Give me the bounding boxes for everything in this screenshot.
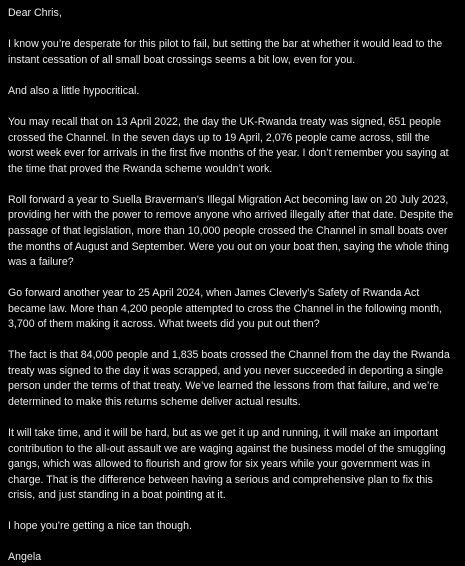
letter-paragraph: I know you’re desperate for this pilot to fail, but setting the bar at whether it would lead to the instant cessation of all small boat crossings seems a bit low, even for you. <box>8 38 443 66</box>
letter-greeting: Dear Chris, <box>8 7 62 19</box>
letter-paragraph: You may recall that on 13 April 2022, the day the UK-Rwanda treaty was signed, 651 people crossed the Channel. In the seven days up to 19 April, 2,076 people came across, still the worst week ever for arrivals in the first five months of the year. I don’t remember you saying at the time that proved the Rwanda scheme wouldn’t work. <box>8 115 449 175</box>
letter-paragraph: It will take time, and it will be hard, but as we get it up and running, it will make an important contribution to the all-out assault we are waging against the business model of the smuggling gangs, which was allowed to flourish and grow for six years while your government was in charge. That is the difference between having a serious and comprehensive plan to fix this crisis, and just standing in a boat pointing at it. <box>8 427 446 502</box>
letter-signature: Angela <box>8 551 42 564</box>
letter-paragraph: Go forward another year to 25 April 2024, when James Cleverly’s Safety of Rwanda Act became law. More than 4,200 people attempted to cross the Channel in the following month, 3,700 of them making it across. What tweets did you put out then? <box>8 287 443 331</box>
letter-paragraph: And also a little hypocritical. <box>8 84 140 97</box>
letter-paragraph: I hope you’re getting a nice tan though. <box>8 520 192 533</box>
letter-paragraph: Roll forward a year to Suella Braverman’s Illegal Migration Act becoming law on 20 July 2023, providing her with the power to remove anyone who arrived illegally after that date. Despite the passage of that legislation, more than 10,000 people crossed the Channel in small boats over the months of August and September. Were you out on your boat then, saying the whole thing was a failure? <box>8 193 454 269</box>
letter-paragraph: The fact is that 84,000 people and 1,835 boats crossed the Channel from the day the Rwanda treaty was signed to the day it was scrapped, and you never succeeded in deporting a single person under the terms of that treaty. We’ve learned the lessons from that failure, and we’re determined to make this returns scheme deliver actual results. <box>8 349 450 409</box>
